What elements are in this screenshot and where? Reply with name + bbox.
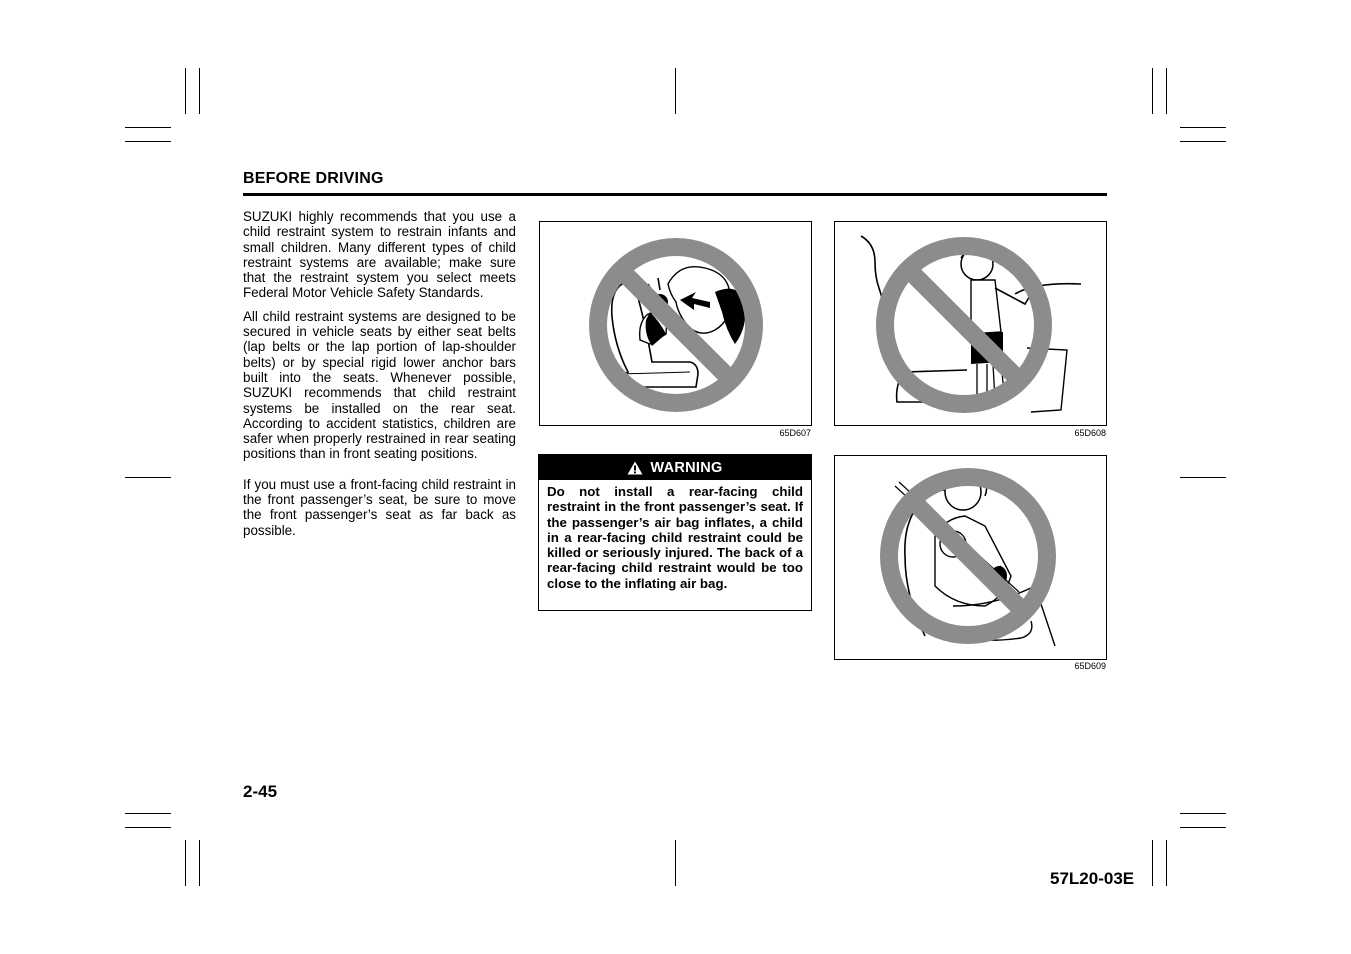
document-code: 57L20-03E	[1050, 869, 1135, 888]
warning-header	[539, 455, 811, 480]
crop-mark	[1180, 813, 1226, 814]
crop-mark	[125, 827, 171, 828]
warning-box	[538, 454, 812, 611]
warning-triangle-icon	[627, 461, 643, 475]
crop-mark	[1152, 840, 1153, 886]
figure-child-on-lap	[834, 455, 1107, 660]
paragraph: If you must use a front-facing child restraint in the front passenger’s seat, be sure to move the front passenger’s seat as far back as possible.	[243, 476, 516, 538]
crop-mark	[1180, 827, 1226, 828]
figure-airbag-child-seat	[539, 221, 812, 426]
paragraph: All child restraint systems are designed to be secured in vehicle seats by either seat belts (lap belts or the lap portion of lap-shoulder belts) or by special rigid lower anchor bars built into the seats. Whenever possible, SUZUKI recommends that child restraint systems be installed on the rear seat. According to accident statistics, children are safer when properly restrained in rear seating positions than in front seating positions.	[243, 308, 516, 462]
crop-mark	[125, 813, 171, 814]
crop-mark	[675, 68, 676, 114]
figure-code: 65D609	[1074, 661, 1106, 671]
crop-mark	[1152, 68, 1153, 114]
crop-mark	[125, 127, 171, 128]
title-rule	[243, 193, 1107, 196]
paragraph: SUZUKI highly recommends that you use a child restraint system to restrain infants and small children. Many different types of child restraint systems are available; make sure that the restraint system you select meets Federal Motor Vehicle Safety Standards.	[243, 209, 516, 301]
body-text	[243, 209, 516, 538]
crop-mark	[199, 840, 200, 886]
crop-mark	[1180, 477, 1226, 478]
crop-mark	[675, 840, 676, 886]
crop-mark	[185, 68, 186, 114]
prohibited-airbag-child-seat-illustration	[540, 222, 813, 427]
warning-text: Do not install a rear-facing child restraint in the front passenger’s seat. If the passenger’s air bag inflates, a child in a rear-facing child restraint could be killed or seriously injured. The back of a rear-facing child restraint would be too close to the inflating air bag.	[547, 484, 803, 591]
crop-mark	[1166, 68, 1167, 114]
page-number: 2-45	[243, 782, 278, 801]
crop-mark	[199, 68, 200, 114]
crop-mark	[1180, 127, 1226, 128]
prohibited-standing-child-illustration	[835, 222, 1108, 427]
crop-mark	[125, 477, 171, 478]
warning-label: WARNING	[650, 459, 723, 476]
figure-code: 65D607	[779, 428, 811, 438]
prohibited-child-on-lap-illustration	[835, 456, 1108, 661]
crop-mark	[125, 141, 171, 142]
figure-code: 65D608	[1074, 428, 1106, 438]
figure-standing-child	[834, 221, 1107, 426]
section-title: BEFORE DRIVING	[243, 170, 384, 187]
crop-mark	[185, 840, 186, 886]
crop-mark	[1166, 840, 1167, 886]
crop-mark	[1180, 141, 1226, 142]
